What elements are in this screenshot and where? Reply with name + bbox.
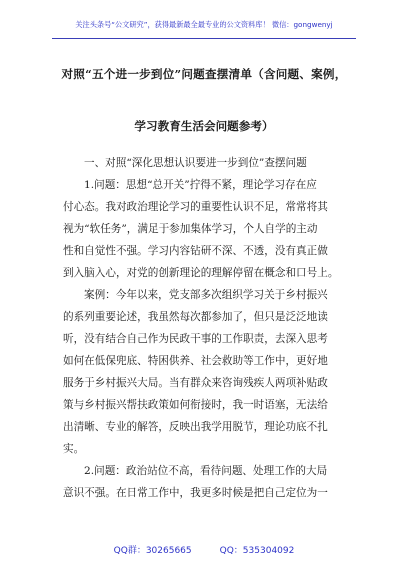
paragraph-line: 2.问题：政治站位不高，看待问题、处理工作的大局 — [84, 465, 328, 477]
paragraph-line: 意识不强。在日常工作中，我更多时候是把自己定位为一 — [63, 487, 328, 499]
paragraph-line: 性和自觉性不强。学习内容钻研不深、不透，没有真正做 — [63, 245, 328, 257]
footer-qq-number: QQ：535304092 — [219, 546, 295, 556]
paragraph-line: 出清晰、专业的解答，反映出我学用脱节，理论功底不扎 — [63, 421, 328, 433]
paragraph-line: 的系列重要论述，我虽然每次都参加了，但只是泛泛地读 — [63, 311, 328, 323]
paragraph-line: 视为“软任务”，满足于参加集体学习，个人自学的主动 — [63, 223, 318, 235]
paragraph-line: 付心态。我对政治理论学习的重要性认识不足，常常将其 — [63, 201, 328, 213]
footer-contact — [0, 543, 408, 556]
document-title-line-1: 对照“五个进一步到位”问题查摆清单（含问题、案例， — [61, 67, 347, 81]
document-title-line-2: 学习教育生活会问题参考） — [134, 119, 274, 133]
document-body — [63, 152, 347, 504]
header-divider — [52, 38, 356, 39]
paragraph-line: 服务于乡村振兴大局。当有群众来咨询残疾人两项补贴政 — [63, 377, 328, 389]
paragraph-line: 如何在低保兜底、特困供养、社会救助等工作中，更好地 — [63, 355, 328, 367]
paragraph-line: 策与乡村振兴帮扶政策如何衔接时，我一时语塞，无法给 — [63, 399, 328, 411]
footer-qq-group: QQ群：30265665 — [113, 546, 192, 556]
paragraph-line: 1.问题：思想“总开关”拧得不紧，理论学习存在应 — [84, 179, 317, 191]
paragraph-line: 听，没有结合自己作为民政干事的工作职责，去深入思考 — [63, 333, 328, 345]
paragraph-line: 到入脑入心，对党的创新理论的理解停留在概念和口号上。 — [63, 267, 339, 279]
paragraph-line: 实。 — [63, 443, 85, 455]
header-banner: 关注头条号“公文研究”，获得最新最全最专业的公文资料库！ 微信：gongwenyj — [75, 20, 333, 29]
paragraph-line: 案例：今年以来，党支部多次组织学习关于乡村振兴 — [84, 289, 328, 301]
section-heading: 一、对照“深化思想认识要进一步到位”查摆问题 — [84, 157, 307, 169]
